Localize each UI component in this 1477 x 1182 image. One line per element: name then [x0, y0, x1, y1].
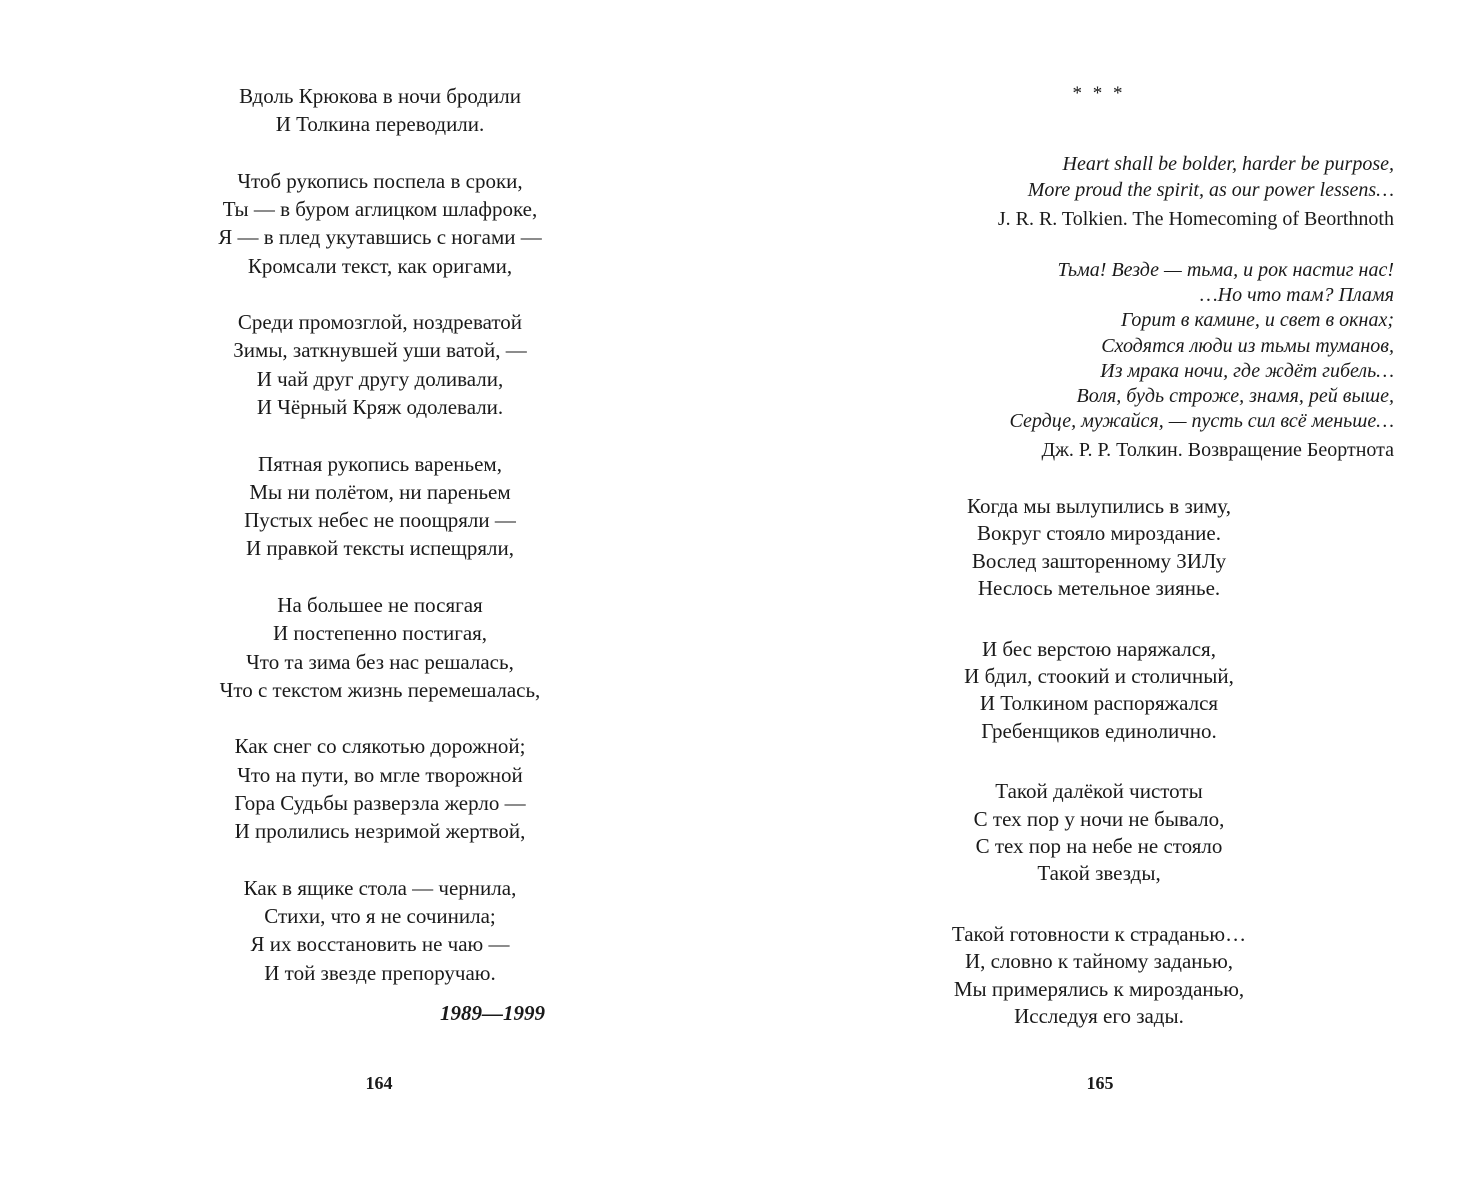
epigraph-line: Сходятся люди из тьмы туманов, [1101, 334, 1394, 357]
page-number: 164 [365, 1073, 393, 1093]
poem-line: И постепенно постигая, [272, 621, 488, 646]
stanza [100, 591, 660, 704]
poem-line: Как в ящике стола — чернила, [243, 875, 517, 900]
poem-line: И бдил, стоокий и столичный, [964, 664, 1234, 689]
poem-line: Когда мы вылупились в зиму, [967, 494, 1231, 518]
stanza [100, 874, 660, 987]
poem-line: Чтоб рукопись поспела в сроки, [237, 168, 523, 193]
epigraph-line: Из мрака ночи, где ждёт гибель… [1100, 359, 1394, 382]
poem-right [879, 493, 1319, 1064]
poem-line: Ты — в буром аглицком шлафроке, [222, 197, 538, 222]
poem-line: И пролились незримой жертвой, [234, 819, 526, 844]
stanza [100, 732, 660, 845]
poem-line: Зимы, заткнувшей уши ватой, — [233, 338, 527, 363]
poem-line: И Толкина переводили. [275, 112, 485, 137]
poem-line: Такой звезды, [1037, 861, 1161, 886]
epigraph-line: Heart shall be bolder, harder be purpose, [1062, 153, 1394, 175]
poem-line: Среди промозглой, ноздреватой [237, 310, 523, 335]
poem-line: Как снег со слякотью дорожной; [234, 734, 526, 759]
poem-line: И Толкином распоряжался [979, 691, 1219, 716]
left-page [0, 0, 738, 1182]
stanza [879, 921, 1319, 1031]
poem-line: С тех пор на небе не стояло [975, 834, 1223, 859]
poem-line: Кромсали текст, как оригами, [247, 253, 513, 278]
poem-line: С тех пор у ночи не бывало, [973, 806, 1225, 831]
poem-line: Вокруг стояло мироздание. [976, 521, 1221, 546]
poem-line: И, словно к тайному заданью, [964, 949, 1234, 974]
epigraph-russian [794, 258, 1394, 434]
poem-line: Исследуя его зады. [1014, 1004, 1184, 1029]
poem-line: Вдоль Крюкова в ночи бродили [239, 84, 521, 108]
right-page [739, 0, 1477, 1182]
poem-line: И чай друг другу доливали, [256, 366, 504, 391]
stanza [100, 308, 660, 421]
poem-line: Мы примерялись к мирозданью, [953, 976, 1245, 1001]
poem-line: На большее не посягая [277, 592, 483, 617]
poem-line: Гора Судьбы разверзла жерло — [234, 790, 526, 815]
poem-date: 1989—1999 [440, 1001, 545, 1025]
poem-line: Что та зима без нас решалась, [246, 649, 514, 674]
poem-line: Гребенщиков единолично. [981, 718, 1217, 743]
section-ornament: * * * [1072, 83, 1126, 104]
poem-line: Что с текстом жизнь перемешалась, [219, 677, 541, 702]
epigraph-english [794, 152, 1394, 203]
epigraph-russian-source: Дж. Р. Р. Толкин. Возвращение Беортнота [1041, 439, 1394, 461]
poem-line: Такой готовности к страданью… [951, 921, 1247, 946]
stanza [100, 82, 660, 139]
poem-line: Пустых небес не поощряли — [244, 508, 516, 533]
poem-line: И бес верстою наряжался, [982, 636, 1216, 661]
stanza [879, 778, 1319, 888]
poem-line: Что на пути, во мгле творожной [237, 762, 523, 787]
poem-line: Я их восстановить не чаю — [250, 932, 510, 957]
epigraph-line: Тьма! Везде — тьма, и рок настиг нас! [1057, 259, 1394, 281]
poem-line: Неслось метельное зиянье. [977, 576, 1221, 601]
poem-left [100, 82, 660, 1015]
poem-line: Пятная рукопись вареньем, [258, 451, 502, 476]
epigraph-line: …Но что там? Пламя [1199, 284, 1394, 307]
stanza [879, 636, 1319, 746]
stanza [100, 450, 660, 563]
epigraph-line: Воля, будь строже, знамя, рей выше, [1076, 385, 1394, 408]
poem-line: Я — в плед укутавшись с ногами — [218, 225, 542, 250]
poem-line: И Чёрный Кряж одолевали. [256, 395, 504, 420]
epigraph-line: More proud the spirit, as our power lessens… [1027, 178, 1394, 201]
poem-line: И правкой тексты испещряли, [246, 536, 514, 561]
poem-line: Мы ни полётом, ни пареньем [249, 479, 511, 504]
epigraph-line: Сердце, мужайся, — пусть сил всё меньше… [1009, 410, 1394, 433]
poem-line: Вослед зашторенному ЗИЛу [971, 548, 1227, 573]
page-number: 165 [1086, 1073, 1114, 1093]
stanza [879, 493, 1319, 603]
poem-line: И той звезде препоручаю. [264, 960, 496, 985]
stanza [100, 167, 660, 280]
poem-line: Стихи, что я не сочинила; [264, 903, 496, 928]
epigraph-line: Горит в камине, и свет в окнах; [1121, 309, 1394, 332]
poem-line: Такой далёкой чистоты [995, 779, 1203, 804]
epigraph-english-source: J. R. R. Tolkien. The Homecoming of Beorthnoth [997, 208, 1394, 230]
